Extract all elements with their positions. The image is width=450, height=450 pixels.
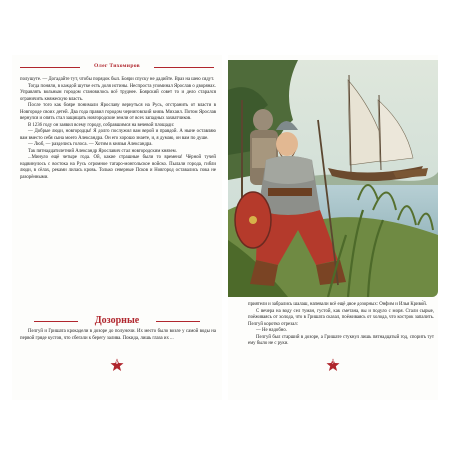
warrior-illustration <box>228 60 438 297</box>
paragraph: ...Минуло ещё четыре года. Ой, какие страшные были то времена! Чёрной тучей надвинулось с востока на Русь огромное татаро-монгольское войско. Пылали города, гибли люди, в сёлах, реками лилась кровь. Только северные Псков и Новгород оставались пока не разорёнными. <box>20 155 216 180</box>
paragraph: Так пятнадцатилетний Александр Ярославич стал новгородским князем. <box>28 148 177 154</box>
paragraph: полушуте. — Догадайте тут, чтобы порядок был. Бояри спуску не дадийте. Враз на шею сядут. <box>20 77 215 82</box>
page-number-badge <box>110 358 124 372</box>
page-number: 6 <box>115 361 119 366</box>
paragraph: приятели и забрались шалаш, напевали всё ещё двое дозорных: Онфим и Илья Криво́й. <box>248 302 427 307</box>
paragraph: С вечера на воду сел туман, густой, как сметана, вы и подуло с моря. Стали сырые, поёживаясь от холода, что в Гришата сказал, поёживаясь от холода, что кострок запалить. Пелгуй коротко отрезал: <box>248 308 434 327</box>
body-text <box>248 302 434 348</box>
paragraph: Тогда поняли, в каждой шутке есть доля истины. Неспроста упоминал Ярослав о дворянах. Управлять вольным городом становилось всё труднее. Боярский совет то и дело старался ограничить княжескую власть. <box>20 83 216 102</box>
paragraph: Пелгуй был старший в дозоре, а Гришате стукнул лишь пятнадцатый год, спорить тут ему было не с руки. <box>248 334 434 346</box>
paragraph: В 1236 году он заявил всему городу, собравшимся на вечевой площади: <box>28 122 175 128</box>
paragraph: — Добрые люди, новгородцы! Я долго послужил вам верой и правдой. А ныне оставляю вам вместо себя сына моего Александра. Он его хорошо знаете, и, я думаю, он вам по душе. <box>20 129 216 141</box>
header-rule-right <box>154 67 214 68</box>
right-page <box>228 55 438 400</box>
left-page <box>12 55 222 400</box>
paragraph: Пелгуй и Гришата крокадели в дозоре до полуночи. Их место было возле у самой воды на первой гряде кустов, что сбегали к берегу залива. Покида, лишь глаза их ... <box>20 329 216 341</box>
body-text-top <box>20 77 216 181</box>
header-rule-left <box>20 67 80 68</box>
chapter-title: Дозорные <box>12 315 222 326</box>
illustration <box>228 60 438 297</box>
body-text-bottom <box>20 329 216 342</box>
paragraph: После того как бояре понимали Ярославу вернуться на Русь, отстранить от власти в Новгороде своих детей. Два года правил городом черниговский князь Михаил. Потом Ярослав вернулся и опять стал защищать новгородские земли от всех западных захватчиков. <box>20 103 216 121</box>
author-name: Олег Тихомиров <box>93 63 141 69</box>
running-head <box>12 63 222 73</box>
page-number-badge <box>326 358 340 372</box>
page-number: 7 <box>331 361 335 366</box>
paragraph: — Не надобно. <box>256 328 287 333</box>
paragraph: — Люб, — разделись голоса. — Хотим в князья Александра. <box>28 142 153 147</box>
